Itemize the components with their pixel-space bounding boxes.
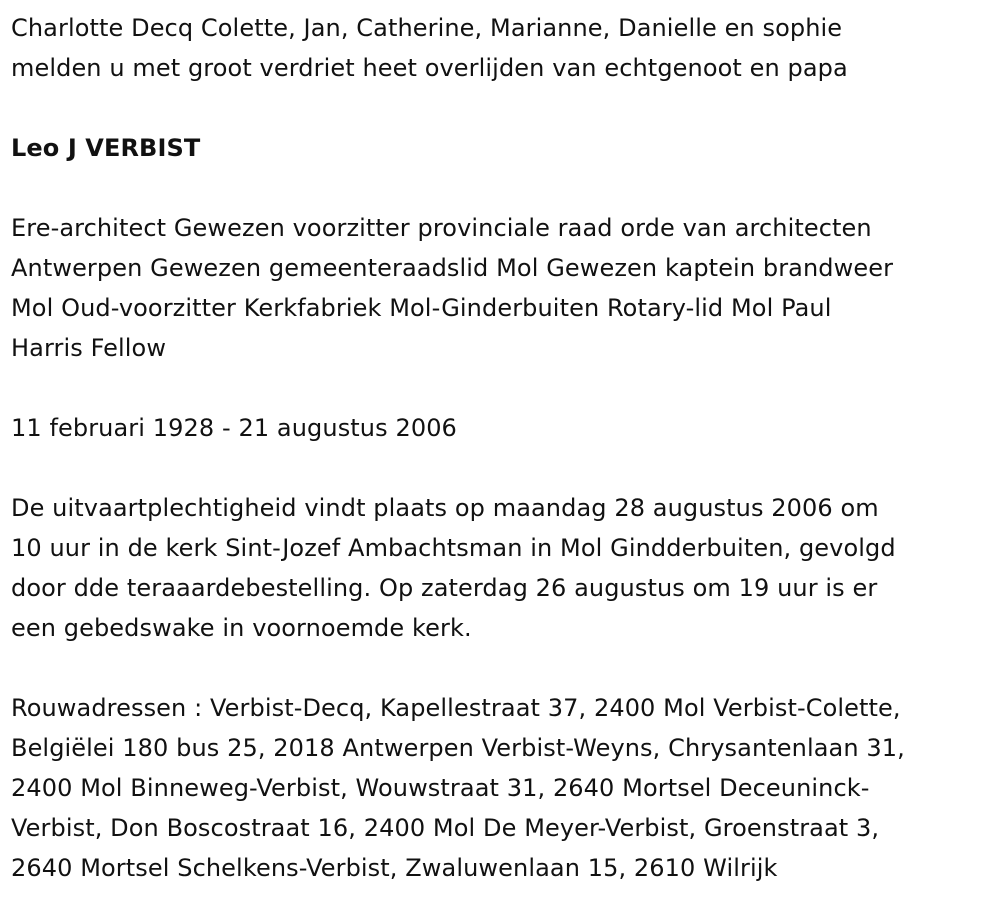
- address-line: Belgiëlei 180 bus 25, 2018 Antwerpen Verbist-Weyns, Chrysantenlaan 31,: [11, 734, 905, 762]
- deceased-name: Leo J VERBIST: [11, 134, 201, 162]
- address-line: Rouwadressen : Verbist-Decq, Kapellestraat 37, 2400 Mol Verbist-Colette,: [11, 694, 901, 722]
- titles-line: Antwerpen Gewezen gemeenteraadslid Mol Gewezen kaptein brandweer: [11, 254, 894, 282]
- address-line: 2640 Mortsel Schelkens-Verbist, Zwaluwenlaan 15, 2610 Wilrijk: [11, 854, 778, 882]
- titles-line: Ere-architect Gewezen voorzitter provinciale raad orde van architecten: [11, 214, 872, 242]
- titles-paragraph: [11, 208, 986, 368]
- ceremony-line: een gebedswake in voornoemde kerk.: [11, 614, 472, 642]
- ceremony-line: door dde teraaardebestelling. Op zaterdag 26 augustus om 19 uur is er: [11, 574, 878, 602]
- obituary-document: [11, 8, 986, 888]
- address-line: 2400 Mol Binneweg-Verbist, Wouwstraat 31, 2640 Mortsel Deceuninck-: [11, 774, 870, 802]
- life-dates: 11 februari 1928 - 21 augustus 2006: [11, 414, 457, 442]
- address-line: Verbist, Don Boscostraat 16, 2400 Mol De Meyer-Verbist, Groenstraat 3,: [11, 814, 880, 842]
- ceremony-line: De uitvaartplechtigheid vindt plaats op maandag 28 augustus 2006 om: [11, 494, 879, 522]
- addresses-paragraph: [11, 688, 986, 888]
- titles-line: Mol Oud-voorzitter Kerkfabriek Mol-Ginderbuiten Rotary-lid Mol Paul: [11, 294, 832, 322]
- intro-line: Charlotte Decq Colette, Jan, Catherine, Marianne, Danielle en sophie: [11, 14, 843, 42]
- intro-line: melden u met groot verdriet heet overlijden van echtgenoot en papa: [11, 54, 848, 82]
- ceremony-paragraph: [11, 488, 986, 648]
- titles-line: Harris Fellow: [11, 334, 167, 362]
- intro-paragraph: [11, 8, 986, 88]
- ceremony-line: 10 uur in de kerk Sint-Jozef Ambachtsman in Mol Gindderbuiten, gevolgd: [11, 534, 896, 562]
